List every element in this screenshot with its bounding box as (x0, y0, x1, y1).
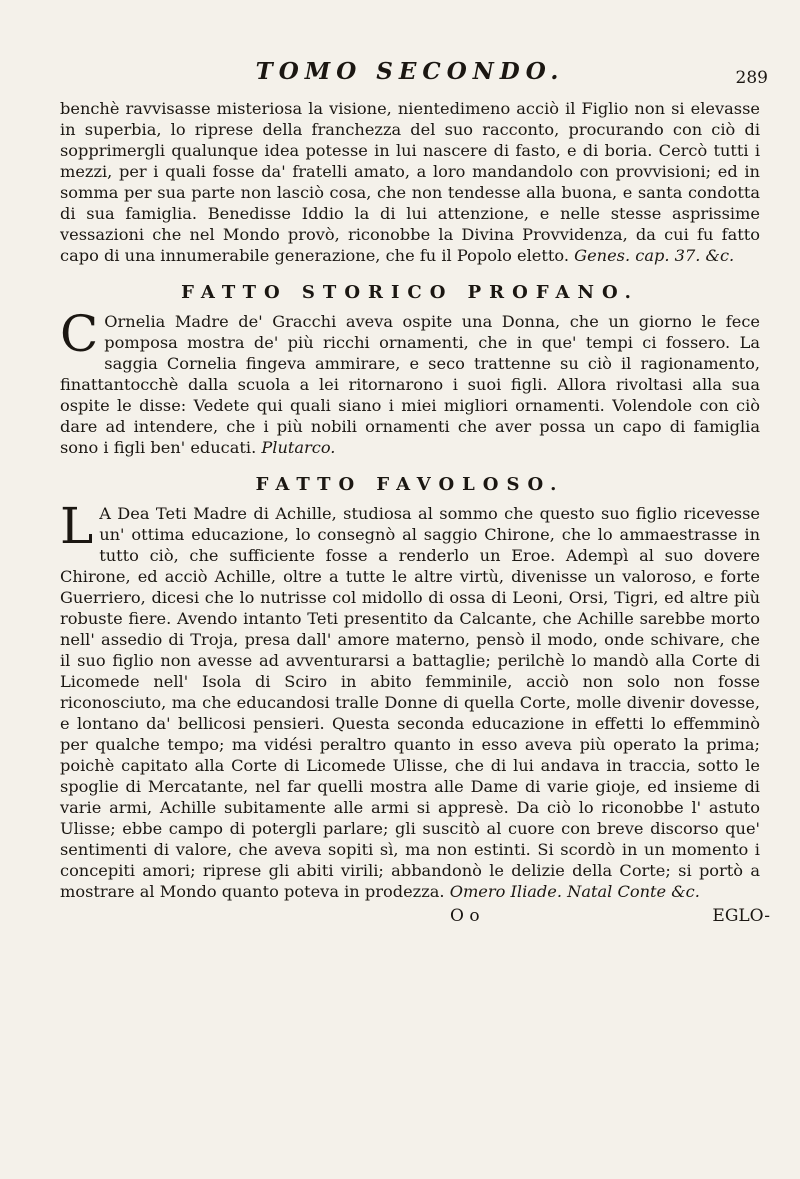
favoloso-text: A Dea Teti Madre di Achille, studiosa al sommo che questo suo figlio ricevesse un' ottima educazione, lo consegnò al saggio Chirone, che lo ammaestrasse in tutto ciò, che sufficiente fosse a renderlo un Eroe. Adempì al suo dovere Chirone, ed acciò Achille, oltre a tutte le altre virtù, divenisse un valoroso, e forte Guerriero, dicesi che lo nutrisse col midollo di ossa di Leoni, Orsi, Tigri, ed altre più robuste fiere. Avendo intanto Teti presentito da Calcante, che Achille sarebbe morto nell' assedio di Troja, presa dall' amore materno, pensò il modo, onde schivare, che il suo figlio non avesse ad avventurarsi a battaglie; perilchè lo mandò alla Corte di Licomede nell' Isola di Sciro in abito femminile, acciò non solo non fosse riconosciuto, ma che educandosi tralle Donne di quella Corte, molle divenir dovesse, e lontano da' bellicosi pensieri. Questa seconda educazione in effetti lo effemminò per qualche tempo; ma vidési peraltro quanto in esso aveva più operato la prima; poichè capitato alla Corte di Licomede Ulisse, che di lui andava in traccia, sotto le spoglie di Mercatante, nel far quelli mostra alle Dame di varie gioje, ed insieme di varie armi, Achille subitamente alle armi si appresè. Da ciò lo riconobbe l' astuto Ulisse; ebbe campo di potergli parlare; gli suscitò al cuore con breve discorso que' sentimenti di valore, che aveva sopiti sì, ma non estinti. Si scordò in un momento i concepiti amori; riprese gli abiti virili; abbandonò le delizie della Corte; si portò a mostrare al Mondo quanto poteva in prodezza. (60, 504, 760, 901)
intro-paragraph (60, 98, 760, 266)
heading-fatto-favoloso: FATTO FAVOLOSO. (255, 474, 565, 495)
signature-mark: O o (450, 906, 480, 926)
running-head (60, 58, 768, 98)
profano-paragraph (60, 305, 760, 458)
book-page (60, 58, 770, 930)
page-footer (60, 906, 770, 930)
running-title: TOMO SECONDO. (255, 58, 565, 85)
intro-text: benchè ravvisasse misteriosa la visione, nientedimeno acciò il Figlio non si elevasse in superbia, lo riprese della franchezza del suo racconto, procurando con ciò di sopprimergli qualunque idea potesse in lui nascere di fasto, e di boria. Cercò tutti i mezzi, per i quali fosse da' fratelli amato, a loro mandandolo con provvisioni; ed in somma per sua parte non lasciò cosa, che non tendesse alla buona, e santa condotta di sua famiglia. Benedisse Iddio la di lui attenzione, e nelle stesse asprissime vessazioni che nel Mondo provò, riconobbe la Divina Provvidenza, da cui fu fatto capo di una innumerabile generazione, che fu il Popolo eletto. (60, 99, 760, 265)
intro-citation: Genes. cap. 37. &c. (574, 246, 735, 265)
heading-fatto-storico-profano: FATTO STORICO PROFANO. (181, 282, 639, 303)
page-number: 289 (735, 68, 768, 88)
profano-citation: Plutarco. (261, 438, 336, 457)
favoloso-paragraph (60, 497, 760, 902)
favoloso-drop-cap: L (60, 497, 94, 555)
profano-drop-cap: C (60, 305, 99, 363)
favoloso-citation: Omero Iliade. Natal Conte &c. (449, 882, 700, 901)
profano-text: Ornelia Madre de' Gracchi aveva ospite una Donna, che un giorno le fece pompos​a mostra de' più ricchi ornamenti, che in que' tempi ci fossero. La saggia Cornelia fingeva ammirare, e seco trattenne su ciò il ragionamento, finattantocchè dalla scuola a lei ritornarono i suoi figli. Allora rivoltasi alla sua ospite le disse: Vedete qui quali siano i miei migliori ornamenti. Volendole con ciò dare ad intendere, che i più nobili ornamenti che aver possa un capo di famiglia sono i figli ben' educati. (60, 312, 760, 457)
catchword: EGLO- (712, 906, 770, 926)
